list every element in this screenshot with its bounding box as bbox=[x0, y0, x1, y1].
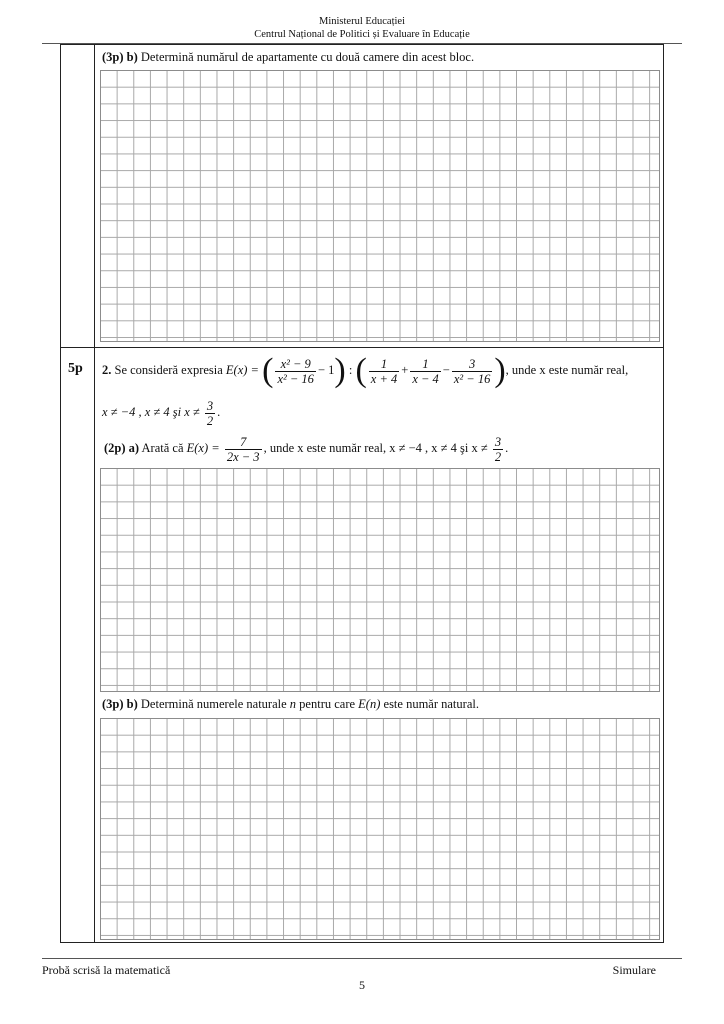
footer-exam-name: Probă scrisă la matematică bbox=[42, 963, 171, 977]
item-a-text: Arată că bbox=[141, 441, 184, 455]
answer-grid-b[interactable] bbox=[100, 718, 660, 940]
item-a-end: . bbox=[505, 441, 509, 455]
item-a-points: (2p) a) bbox=[104, 441, 140, 455]
fraction-1: $\frac{\text{x² − 9}}{\text{x² − 16}}$ bbox=[277, 356, 314, 386]
colon-sign: : bbox=[348, 363, 353, 377]
exercise2-number: 2. bbox=[102, 363, 112, 377]
exercise2-conditions bbox=[102, 397, 220, 428]
prev-item-b-text: Determină numărul de apartamente cu două camere din acest bloc. bbox=[140, 50, 475, 64]
paren-close-2: ) bbox=[494, 352, 506, 390]
item-b-var: n bbox=[289, 697, 297, 711]
points-column-divider bbox=[94, 44, 95, 943]
fraction-2: $\frac{1}{x + 4}$ bbox=[370, 356, 398, 386]
item-a-statement bbox=[104, 433, 508, 464]
header-ministry: Ministerul Educației bbox=[318, 16, 406, 27]
footer-rule bbox=[42, 958, 682, 959]
exercise-points: 5p bbox=[68, 361, 83, 376]
header-center: Centrul Național de Politici și Evaluare în Educație bbox=[254, 29, 470, 40]
item-b-points: (3p) b) bbox=[102, 697, 138, 711]
item-b-mid: pentru care bbox=[299, 697, 356, 711]
item-a-cond-fraction: $\frac{3}{2}$ bbox=[494, 434, 502, 464]
item-b-statement bbox=[102, 697, 479, 712]
item-b-end: este număr natural. bbox=[383, 697, 479, 711]
minus-one: − 1 bbox=[317, 363, 335, 377]
fraction-3: $\frac{1}{x - 4}$ bbox=[412, 356, 439, 386]
cond-text: x ≠ −4 , x ≠ 4 şi x ≠ bbox=[102, 405, 200, 419]
exercise2-intro: Se consideră expresia bbox=[114, 363, 223, 377]
paren-open-1: ( bbox=[262, 352, 274, 390]
answer-grid-prev-b[interactable] bbox=[100, 70, 660, 342]
answer-grid-a[interactable] bbox=[100, 468, 660, 692]
cond-end: . bbox=[217, 405, 221, 419]
prev-item-b bbox=[102, 50, 474, 65]
minus-sign: − bbox=[442, 363, 450, 377]
exercise2-statement bbox=[102, 352, 628, 388]
item-a-tail: , unde x este număr real, x ≠ −4 , x ≠ 4 şi x ≠ bbox=[263, 441, 488, 455]
page-header bbox=[0, 15, 724, 41]
item-a-e-of-x: E(x) = bbox=[186, 441, 220, 455]
prev-item-b-points: (3p) b) bbox=[102, 50, 138, 64]
paren-close-1: ) bbox=[334, 352, 346, 390]
item-b-text: Determină numerele naturale bbox=[140, 697, 287, 711]
cond-fraction: $\frac{3}{2}$ bbox=[206, 398, 214, 428]
footer-session: Simulare bbox=[612, 963, 656, 977]
item-a-fraction: $\frac{7}{2x - 3}$ bbox=[226, 434, 260, 464]
item-b-expr: E(n) bbox=[358, 697, 381, 711]
plus-sign: + bbox=[401, 363, 409, 377]
fraction-4: $\frac{3}{\text{x² − 16}}$ bbox=[453, 356, 491, 386]
paren-open-2: ( bbox=[355, 352, 367, 390]
expr-e-of-x: E(x) = bbox=[225, 363, 259, 377]
row-divider bbox=[60, 347, 664, 348]
exercise2-tail: , unde x este număr real, bbox=[505, 363, 629, 377]
page-number: 5 bbox=[359, 978, 365, 992]
